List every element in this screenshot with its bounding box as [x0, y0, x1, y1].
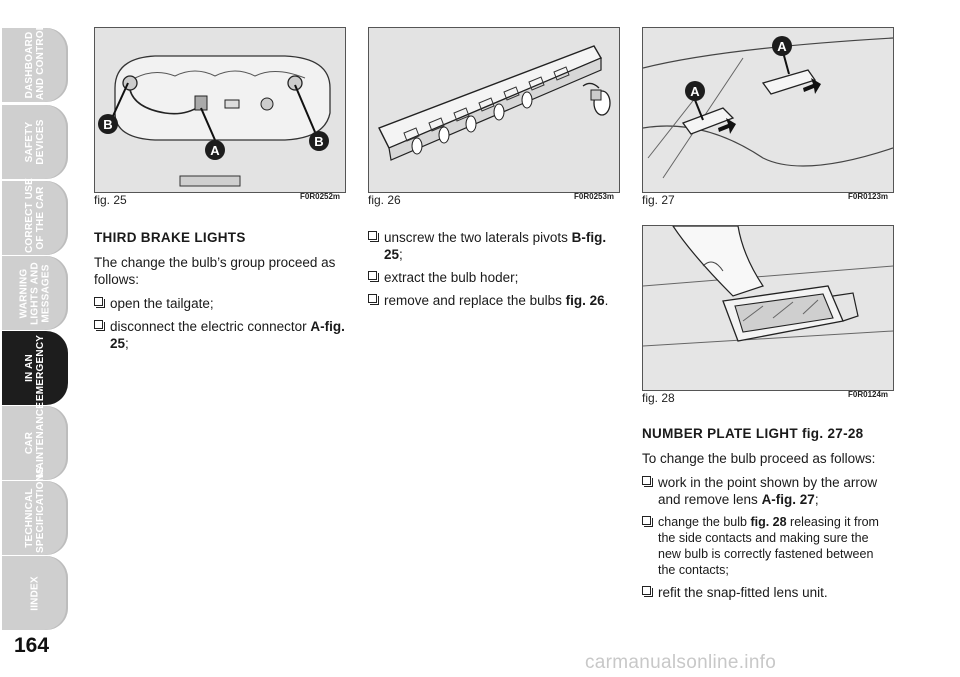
list-item — [94, 295, 347, 312]
label-a-left: A — [690, 84, 700, 99]
figure-27-number-plate-lens — [642, 27, 894, 193]
list-item — [94, 318, 347, 352]
intro-text: The change the bulb’s group proceed as follows: — [94, 255, 336, 287]
list-item — [642, 514, 894, 578]
watermark-text: carmanualsonline.info — [585, 652, 777, 673]
tab-label-line: MAINTENANCE — [35, 401, 46, 478]
figure-26-illustration — [369, 28, 619, 192]
list-item-text: unscrew the two laterals pivots — [384, 230, 572, 245]
third-brake-lights-continued — [368, 229, 621, 315]
figure-26-caption: fig. 26 — [368, 193, 401, 207]
number-plate-light-section — [642, 425, 894, 607]
list-item — [642, 584, 894, 601]
checkbox-bullet-icon — [642, 476, 651, 485]
list-item — [368, 229, 621, 263]
figure-26-bulb-holder — [368, 27, 620, 193]
tab-label-line: AND CONTROLS — [35, 17, 46, 100]
figure-reference: A-fig. 25 — [110, 319, 345, 351]
list-item-text: ; — [125, 336, 129, 351]
tab-label-line: OF THE CAR — [35, 186, 46, 250]
tab-label-line: DEVICES — [35, 119, 46, 165]
list-item — [642, 474, 894, 508]
page-number: 164 — [14, 634, 50, 657]
tab-label-line: TECHNICAL — [24, 488, 35, 548]
tab-label-line: LIGHTS AND — [29, 261, 41, 325]
figure-reference: B-fig. 25 — [384, 230, 607, 262]
tab-label-line: WARNING — [18, 268, 30, 318]
tab-index[interactable] — [2, 556, 68, 630]
figure-27-illustration — [643, 28, 893, 192]
list-item-text: refit the snap-fitted lens unit. — [658, 585, 828, 600]
list-item-text: remove and replace the bulbs — [384, 293, 566, 308]
checkbox-bullet-icon — [94, 297, 103, 306]
list-item — [368, 292, 621, 309]
section-heading: THIRD BRAKE LIGHTS — [94, 230, 246, 245]
chapter-sidebar — [0, 0, 78, 677]
figure-28-bulb-replacement — [642, 225, 894, 391]
list-item-text: open the tailgate; — [110, 296, 214, 311]
tab-label-line: DASHBOARD — [24, 31, 35, 99]
list-item-text: change the bulb — [658, 515, 751, 529]
figure-26-code: F0R0253m — [574, 192, 615, 201]
list-item-text: work in the point shown by the arrow and remove lens — [658, 475, 878, 507]
tab-label-line: IINDEX — [29, 575, 41, 611]
figure-27-caption: fig. 27 — [642, 193, 675, 207]
list-item — [368, 269, 621, 286]
figure-reference: A-fig. 27 — [761, 492, 815, 507]
heading-text: NUMBER PLATE LIGHT — [642, 426, 798, 441]
list-item-text: releasing it from the side contacts and making sure the new bulb is correctly fastened between the contacts; — [658, 515, 879, 577]
tab-label-line: IN AN — [24, 354, 36, 382]
list-item-text: extract the bulb hoder; — [384, 270, 519, 285]
label-b-left: B — [103, 117, 113, 132]
tab-label-line: MESSAGES — [40, 263, 52, 323]
tab-correct-use-of-the-car[interactable] — [2, 178, 68, 255]
figure-25-code: F0R0252m — [300, 192, 341, 201]
checkbox-bullet-icon — [368, 271, 377, 280]
list-item-text: ; — [814, 492, 819, 507]
section-heading — [642, 425, 894, 442]
figure-28-caption: fig. 28 — [642, 391, 675, 405]
figure-25-illustration — [95, 28, 345, 192]
figure-27-code: F0R0123m — [848, 192, 889, 201]
tab-warning-lights-and-messages[interactable] — [2, 256, 68, 330]
figure-reference: fig. 27-28 — [801, 426, 864, 441]
figure-28-code: F0R0124m — [848, 390, 889, 399]
checkbox-bullet-icon — [642, 516, 651, 525]
figure-28-illustration — [643, 226, 893, 390]
checkbox-bullet-icon — [368, 294, 377, 303]
figure-reference: fig. 26 — [565, 293, 605, 308]
list-item-text: disconnect the electric connector — [110, 319, 311, 334]
tab-label-line: SAFETY — [24, 121, 35, 163]
tab-label-line: SPECIFICATIONS — [35, 467, 46, 553]
label-a-right: A — [777, 39, 787, 54]
label-a: A — [210, 143, 220, 158]
list-item-text: ; — [399, 247, 403, 262]
figure-25-caption: fig. 25 — [94, 193, 127, 207]
figure-25-third-brake-light — [94, 27, 346, 193]
intro-text: To change the bulb proceed as follows: — [642, 451, 876, 466]
tab-label-line: EMERGENCY — [35, 334, 47, 402]
tab-technical-specifications[interactable] — [2, 467, 68, 555]
figure-reference: fig. 28 — [750, 515, 787, 529]
checkbox-bullet-icon — [94, 320, 103, 329]
tab-dashboard-and-controls[interactable] — [2, 17, 68, 102]
tab-label-line: CORRECT USE — [24, 178, 35, 253]
tab-safety-devices[interactable] — [2, 105, 68, 179]
list-item-text: . — [604, 293, 609, 308]
tab-in-an-emergency[interactable] — [2, 331, 68, 405]
checkbox-bullet-icon — [642, 586, 651, 595]
checkbox-bullet-icon — [368, 231, 377, 240]
tab-label-line: CAR — [24, 431, 35, 455]
label-b-right: B — [314, 134, 324, 149]
third-brake-lights-section — [94, 229, 347, 358]
